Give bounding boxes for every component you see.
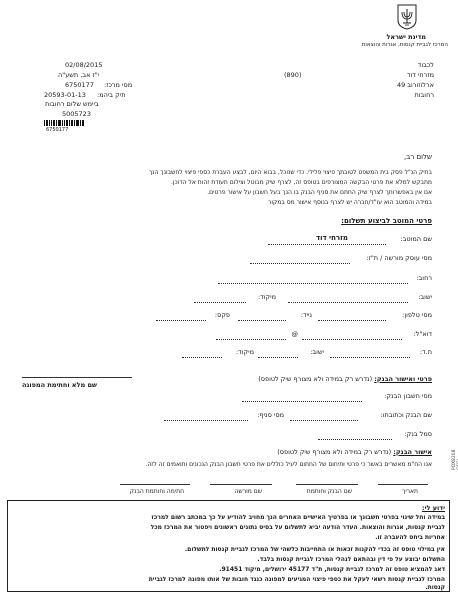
city-label: ישוב: — [418, 293, 432, 301]
approval-signature-line[interactable] — [120, 484, 190, 485]
street-label: רחוב: — [416, 274, 432, 282]
payee-id-field[interactable] — [250, 263, 350, 264]
phone-field[interactable] — [318, 320, 386, 321]
pobox-city-field[interactable] — [258, 357, 298, 358]
approval-bank-line[interactable] — [296, 484, 358, 485]
greeting: שלום רב, — [404, 153, 432, 161]
pobox-label: ת.ד: — [419, 348, 432, 356]
approval-signer-line[interactable] — [210, 484, 272, 485]
notice-line-4: אין במילוי טופס זה בכדי להקנות זכאות או התחייבות כלשהי של המרכז לגביית קנסות לתשלום. — [184, 546, 445, 553]
payee-id-label: מסי עוסק מורשה / ת"ז: — [366, 254, 432, 262]
bank-name-label: שם הבנק וכתובתו: — [380, 411, 432, 419]
notice-line-8: קנסות. — [425, 584, 445, 591]
notice-heading: ידוע לי: — [421, 504, 445, 512]
body-line-4: במידה והמוטב הוא עו"ד/חברה יש לצרף בנוסף אישור מס במקור — [267, 199, 432, 206]
recipient-name: מזרחי דוד — [407, 71, 434, 79]
approval-signature-label: חתימה וחותמת הבנק — [129, 488, 184, 495]
bank-section-header — [258, 376, 432, 383]
zip-label: מיקוד: — [258, 293, 276, 301]
approval-note: (נדרש רק במידה ולא מצורף שיק לטופס) — [277, 448, 392, 456]
body-line-2: מתבקש למלא את פרטי הבקשה המצורפים בטופס זה, לצרף שיק מבוטל וצילום תעודת זהות אל הדוכן. — [170, 179, 432, 186]
pobox-city-label: ישוב: — [310, 348, 324, 356]
court-name: ביימש שלום רחובות — [45, 100, 99, 108]
office-name: המרכז לגביית קנסות, אגרות והוצאות — [361, 42, 448, 48]
approval-date-line[interactable] — [378, 484, 428, 485]
city-field[interactable] — [288, 302, 408, 303]
approval-bank-stamp-label: שם הבנק וחותמת — [306, 488, 352, 495]
notice-box — [7, 500, 450, 592]
center-number: 6750177 — [65, 81, 94, 89]
phone-label: מסי טלפון: — [402, 311, 432, 319]
approval-header — [277, 449, 432, 456]
notice-line-1: במידה וחל שינוי בפרטי חשבונך או בפרטיך האישיים האחרים הנך מחויב להודיע על כך במכתב רשום למרכז — [151, 514, 445, 521]
bank-code-label: סמל בנק: — [404, 430, 432, 438]
notice-line-3: אחריות ביחס להעברה זו. — [375, 534, 445, 541]
street-field[interactable] — [218, 283, 408, 284]
pobox-zip-label: מיקוד: — [236, 348, 254, 356]
fax-field[interactable] — [156, 320, 206, 321]
date-gregorian: 02/08/2015 — [65, 61, 103, 69]
notice-line-6: דאג להמציא טופס זה למרכז לגביית קנסות, ת"ד 45177 ירושלים, מיקוד 91451. — [219, 566, 445, 573]
body-line-3: אם אין באפשרותך לצרף שיק החתם את סניף הבנק בו הנך בעל חשבון על אישור פרטים. — [207, 189, 432, 196]
payee-section-title: פרטי המוטב לביצוע תשלום: — [341, 217, 432, 225]
bank-account-field[interactable] — [242, 401, 362, 402]
pobox-zip-field[interactable] — [182, 357, 222, 358]
state-name: מדינת ישראל — [386, 33, 426, 41]
email-at: @ — [291, 330, 298, 338]
recipient-street: ארלוזורוב 49 — [396, 81, 434, 89]
payment-number: 5005723 — [62, 110, 91, 118]
branch-field[interactable] — [164, 420, 248, 421]
center-number-label: מסי מרכז: — [104, 81, 133, 89]
scan-side-text: POX8208 — [452, 449, 457, 470]
mobile-field[interactable] — [238, 320, 286, 321]
barcode-number: 6750177 — [46, 127, 69, 133]
pobox-field[interactable] — [330, 357, 410, 358]
recipient-city: רחובות — [414, 91, 434, 99]
payee-name-label: שם המוטב: — [400, 235, 432, 243]
recipient-to: לכבוד — [417, 61, 434, 69]
recipient-code: (890) — [284, 71, 302, 79]
email-label: דוא"ל: — [413, 330, 432, 338]
barcode-icon — [44, 120, 84, 126]
approval-title: אישור הבנק: — [393, 448, 432, 456]
approval-date-label: תאריך — [402, 488, 418, 495]
case-number: 20593-01-13 — [44, 91, 86, 99]
date-hebrew: י"ז אב, תשע"ה — [58, 71, 100, 79]
signature-line[interactable] — [22, 377, 132, 378]
state-emblem-icon — [396, 4, 418, 30]
fax-label: פקס: — [214, 311, 230, 319]
bank-code-field[interactable] — [318, 439, 392, 440]
bank-name-field[interactable] — [290, 420, 358, 421]
bank-account-label: מסי חשבון הבנק: — [384, 392, 432, 400]
body-line-1: בתיק הנ"ל פסק בית המשפט לטובתך פיצוי פלילי. כדי שנוכל, בבוא היום, לבצע העברת כספי פיצוי לחשבונך הנך — [148, 169, 432, 176]
mobile-label: נייד: — [300, 311, 312, 319]
notice-line-7: המרכז לגביית קנסות רשאי לעקל את כספי פיצוי המגיעים למפונה כנגד חובות של אותו מפונה למרכז לגביית — [148, 576, 445, 583]
zip-field[interactable] — [194, 302, 246, 303]
approval-text: אנו הח"מ מאשרים באשר כי פרטי ותיחום של החתום לעיל כוללים את פרטי חשבון הבנק הנכונים ותואמים זה לזה. — [145, 461, 432, 468]
payee-name-value: מזרחי דוד — [315, 234, 348, 242]
notice-line-5: התשלום יבוצע על פי דין ובהתאם לנהלי המרכז לגביית קנסות בלבד. — [257, 556, 445, 563]
signature-label: שם מלא וחתימת המפונה — [22, 381, 97, 389]
branch-label: מסי סניף: — [257, 411, 284, 419]
case-number-label: תיק ביהמ: — [97, 91, 126, 99]
email-domain-field[interactable] — [216, 339, 286, 340]
email-user-field[interactable] — [302, 339, 402, 340]
bank-section-note: (נדרש רק במידה ולא מצורף שיק לטופס) — [258, 375, 373, 383]
notice-line-2: לגביית קנסות, אגרות והוצאות. העדר הודעה יביא לתשלום על בסיס נתונים ראשונים ויפטור את המרכז מכל — [150, 524, 445, 531]
bank-section-title: פרטי ואישור הבנק: — [374, 375, 432, 383]
payee-name-line[interactable] — [268, 244, 386, 245]
approval-signer-label: שם מורשה — [234, 488, 262, 495]
